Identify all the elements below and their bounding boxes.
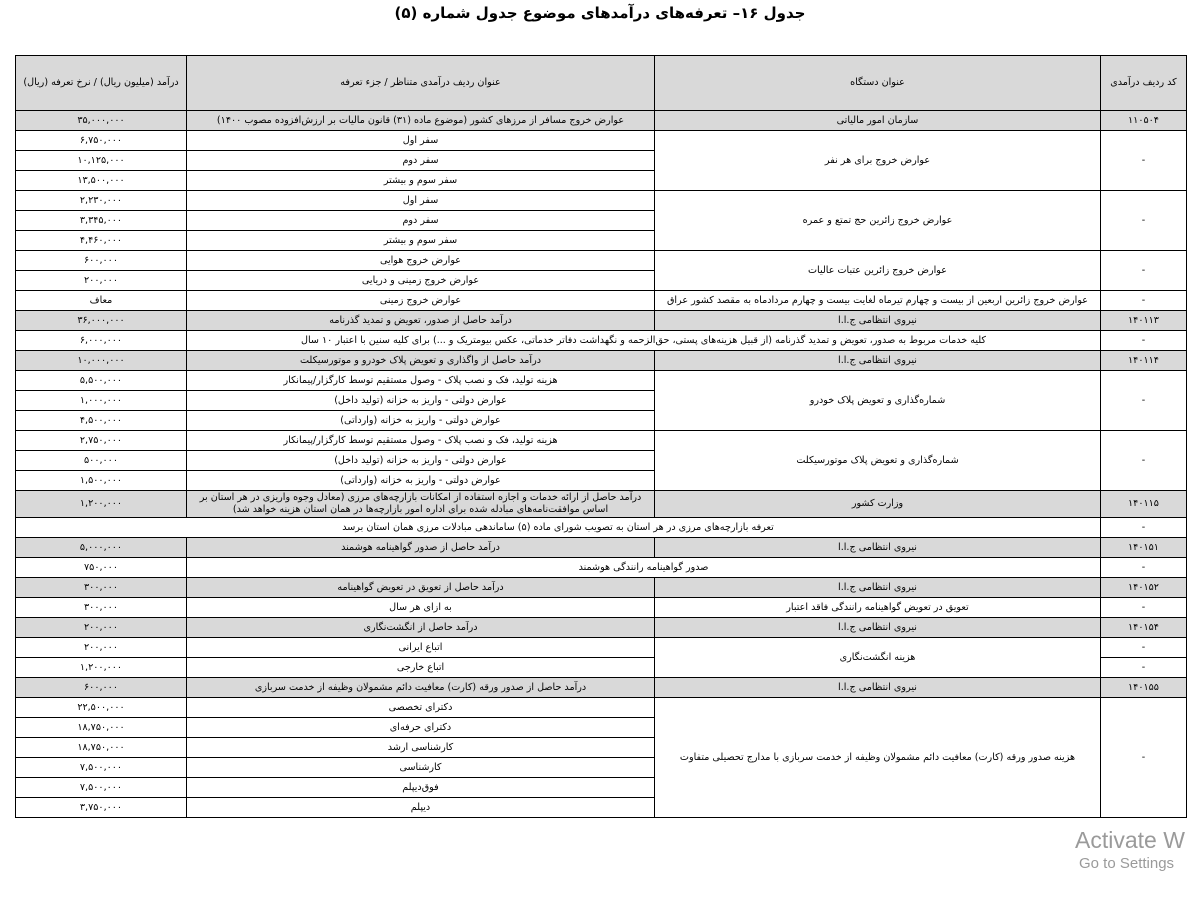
row-amount: ۴,۵۰۰,۰۰۰ [16,411,187,431]
table-row [16,638,1187,658]
header-row [16,56,1187,111]
row-item: درآمد حاصل از انگشت‌نگاری [187,618,655,638]
table-row [16,678,1187,698]
table-row [16,331,1187,351]
row-code: - [1101,598,1187,618]
row-agency: عوارض خروج زائرین اربعین از بیست و چهارم تیرماه لغایت بیست و چهارم مردادماه به مقصد کشور عراق [655,291,1101,311]
table-title: جدول ۱۶– تعرفه‌های درآمدهای موضوع جدول شماره (۵) [394,4,806,22]
table-row [16,131,1187,151]
row-amount: ۳۵,۰۰۰,۰۰۰ [16,111,187,131]
row-code: ۱۴۰۱۱۳ [1101,311,1187,331]
row-item: تعرفه بازارچه‌های مرزی در هر استان به تصویب شورای ماده (۵) ساماندهی مبادلات مرزی همان استان برسد [16,518,1101,538]
row-amount: ۷,۵۰۰,۰۰۰ [16,778,187,798]
row-item: عوارض خروج زمینی [187,291,655,311]
table-row [16,598,1187,618]
row-item: هزینه تولید، فک و نصب پلاک - وصول مستقیم توسط کارگزار/پیمانکار [187,431,655,451]
row-code: ۱۴۰۱۵۱ [1101,538,1187,558]
row-item: عوارض دولتی - واریز به خزانه (تولید داخل) [187,391,655,411]
row-code: ۱۴۰۱۵۵ [1101,678,1187,698]
row-agency: عوارض خروج زائرین حج تمتع و عمره [655,191,1101,251]
table-row [16,538,1187,558]
tariff-table [15,55,1187,818]
row-amount: ۱۸,۷۵۰,۰۰۰ [16,718,187,738]
row-item: عوارض خروج هوایی [187,251,655,271]
watermark-line1: Activate W [1075,827,1185,853]
row-amount: ۳۶,۰۰۰,۰۰۰ [16,311,187,331]
row-code: - [1101,558,1187,578]
row-amount: ۷۵۰,۰۰۰ [16,558,187,578]
row-item: صدور گواهینامه رانندگی هوشمند [187,558,1101,578]
row-amount: ۱۳,۵۰۰,۰۰۰ [16,171,187,191]
row-amount: ۶۰۰,۰۰۰ [16,251,187,271]
row-agency: شماره‌گذاری و تعویض پلاک خودرو [655,371,1101,431]
row-item: اتباع خارجی [187,658,655,678]
table-row [16,351,1187,371]
table-row [16,311,1187,331]
row-code: ۱۴۰۱۵۲ [1101,578,1187,598]
row-amount: ۲۰۰,۰۰۰ [16,271,187,291]
row-agency: شماره‌گذاری و تعویض پلاک موتورسیکلت [655,431,1101,491]
row-amount: ۳,۷۵۰,۰۰۰ [16,798,187,818]
row-item: سفر اول [187,131,655,151]
row-code: - [1101,191,1187,251]
row-agency: عوارض خروج برای هر نفر [655,131,1101,191]
row-code: ۱۱۰۵۰۴ [1101,111,1187,131]
table-row [16,578,1187,598]
table-row [16,431,1187,451]
table-row [16,191,1187,211]
row-agency: نیروی انتظامی ج.ا.ا [655,351,1101,371]
row-item: اتباع ایرانی [187,638,655,658]
row-item: درآمد حاصل از صدور، تعویض و تمدید گذرنامه [187,311,655,331]
row-amount: ۱۰,۰۰۰,۰۰۰ [16,351,187,371]
row-code: - [1101,658,1187,678]
row-item: عوارض دولتی - واریز به خزانه (وارداتی) [187,471,655,491]
row-item: درآمد حاصل از صدور ورقه (کارت) معافیت دائم مشمولان وظیفه از خدمت سربازی [187,678,655,698]
row-item: عوارض خروج زمینی و دریایی [187,271,655,291]
row-amount: ۱,۵۰۰,۰۰۰ [16,471,187,491]
row-amount: ۲۰۰,۰۰۰ [16,618,187,638]
row-agency: سازمان امور مالیاتی [655,111,1101,131]
row-item: کلیه خدمات مربوط به صدور، تعویض و تمدید گذرنامه (از قبیل هزینه‌های پستی، حق‌الزحمه و نگهداشت دفاتر خدماتی، عکس بیومتریک و ...) برای کلیه سنین با اعتبار ۱۰ سال [187,331,1101,351]
row-amount: ۶۰۰,۰۰۰ [16,678,187,698]
table-row [16,371,1187,391]
row-item: عوارض دولتی - واریز به خزانه (وارداتی) [187,411,655,431]
row-code: - [1101,518,1187,538]
header-item: عنوان ردیف درآمدی متناظر / جزء تعرفه [187,56,655,111]
row-amount: ۳,۳۴۵,۰۰۰ [16,211,187,231]
row-item: کارشناسی ارشد [187,738,655,758]
watermark-line2: Go to Settings [1079,855,1175,872]
table-row [16,291,1187,311]
row-code: - [1101,251,1187,291]
row-agency: هزینه انگشت‌نگاری [655,638,1101,678]
row-agency: تعویق در تعویض گواهینامه رانندگی فاقد اعتبار [655,598,1101,618]
row-code: - [1101,371,1187,431]
row-agency: نیروی انتظامی ج.ا.ا [655,678,1101,698]
row-item: سفر دوم [187,151,655,171]
row-amount: ۵,۵۰۰,۰۰۰ [16,371,187,391]
row-item: سفر سوم و بیشتر [187,171,655,191]
row-item: درآمد حاصل از واگذاری و تعویض پلاک خودرو و موتورسیکلت [187,351,655,371]
row-code: - [1101,638,1187,658]
row-amount: ۶,۷۵۰,۰۰۰ [16,131,187,151]
table-row [16,518,1187,538]
row-code: - [1101,131,1187,191]
row-code: - [1101,331,1187,351]
row-amount: ۱۸,۷۵۰,۰۰۰ [16,738,187,758]
row-amount: ۱,۲۰۰,۰۰۰ [16,491,187,518]
table-row [16,558,1187,578]
row-amount: ۳۰۰,۰۰۰ [16,578,187,598]
row-item: دکترای حرفه‌ای [187,718,655,738]
row-amount: ۴,۴۶۰,۰۰۰ [16,231,187,251]
row-code: - [1101,698,1187,818]
row-item: دیپلم [187,798,655,818]
table-row [16,111,1187,131]
row-agency: نیروی انتظامی ج.ا.ا [655,538,1101,558]
row-agency: نیروی انتظامی ج.ا.ا [655,578,1101,598]
row-amount: ۲۰۰,۰۰۰ [16,638,187,658]
row-item: سفر اول [187,191,655,211]
row-code: - [1101,431,1187,491]
row-agency: عوارض خروج زائرین عتبات عالیات [655,251,1101,291]
row-amount: ۵۰۰,۰۰۰ [16,451,187,471]
row-amount: ۲۲,۵۰۰,۰۰۰ [16,698,187,718]
row-item: درآمد حاصل از صدور گواهینامه هوشمند [187,538,655,558]
row-item: درآمد حاصل از تعویق در تعویض گواهینامه [187,578,655,598]
row-item: کارشناسی [187,758,655,778]
table-row [16,251,1187,271]
row-amount: ۲,۲۳۰,۰۰۰ [16,191,187,211]
row-item: دکترای تخصصی [187,698,655,718]
row-agency: نیروی انتظامی ج.ا.ا [655,311,1101,331]
table-row [16,618,1187,638]
row-item: به ازای هر سال [187,598,655,618]
table-row [16,698,1187,718]
row-amount: ۲,۷۵۰,۰۰۰ [16,431,187,451]
row-agency: هزینه صدور ورقه (کارت) معافیت دائم مشمولان وظیفه از خدمت سربازی با مدارج تحصیلی متفاوت [655,698,1101,818]
row-amount: ۵,۰۰۰,۰۰۰ [16,538,187,558]
row-amount: ۱,۲۰۰,۰۰۰ [16,658,187,678]
table-row [16,491,1187,518]
row-item: هزینه تولید، فک و نصب پلاک - وصول مستقیم توسط کارگزار/پیمانکار [187,371,655,391]
row-code: - [1101,291,1187,311]
activate-windows-watermark [1075,826,1200,874]
row-item: سفر دوم [187,211,655,231]
row-amount: ۱۰,۱۲۵,۰۰۰ [16,151,187,171]
header-agency: عنوان دستگاه [655,56,1101,111]
header-amount: درآمد (میلیون ریال) / نرخ تعرفه (ریال) [16,56,187,111]
row-agency: نیروی انتظامی ج.ا.ا [655,618,1101,638]
row-item: سفر سوم و بیشتر [187,231,655,251]
row-code: ۱۴۰۱۵۴ [1101,618,1187,638]
row-item: فوق‌دیپلم [187,778,655,798]
row-amount: ۶,۰۰۰,۰۰۰ [16,331,187,351]
row-amount: ۷,۵۰۰,۰۰۰ [16,758,187,778]
row-item: درآمد حاصل از ارائه خدمات و اجازه استفاده از امکانات بازارچه‌های مرزی (معادل وجوه واریزی در هر استان بر اساس موافقت‌نامه‌های مبادله شده برای اداره امور بازارچه‌ها در همان استان هزینه خواهد شد) [187,491,655,518]
row-agency: وزارت کشور [655,491,1101,518]
row-amount: معاف [16,291,187,311]
row-amount: ۳۰۰,۰۰۰ [16,598,187,618]
row-item: عوارض دولتی - واریز به خزانه (تولید داخل) [187,451,655,471]
row-code: ۱۴۰۱۱۴ [1101,351,1187,371]
row-amount: ۱,۰۰۰,۰۰۰ [16,391,187,411]
row-item: عوارض خروج مسافر از مرزهای کشور (موضوع ماده (۳۱) قانون مالیات بر ارزش‌افزوده مصوب ۱۴۰۰) [187,111,655,131]
header-code: کد ردیف درآمدی [1101,56,1187,111]
row-code: ۱۴۰۱۱۵ [1101,491,1187,518]
